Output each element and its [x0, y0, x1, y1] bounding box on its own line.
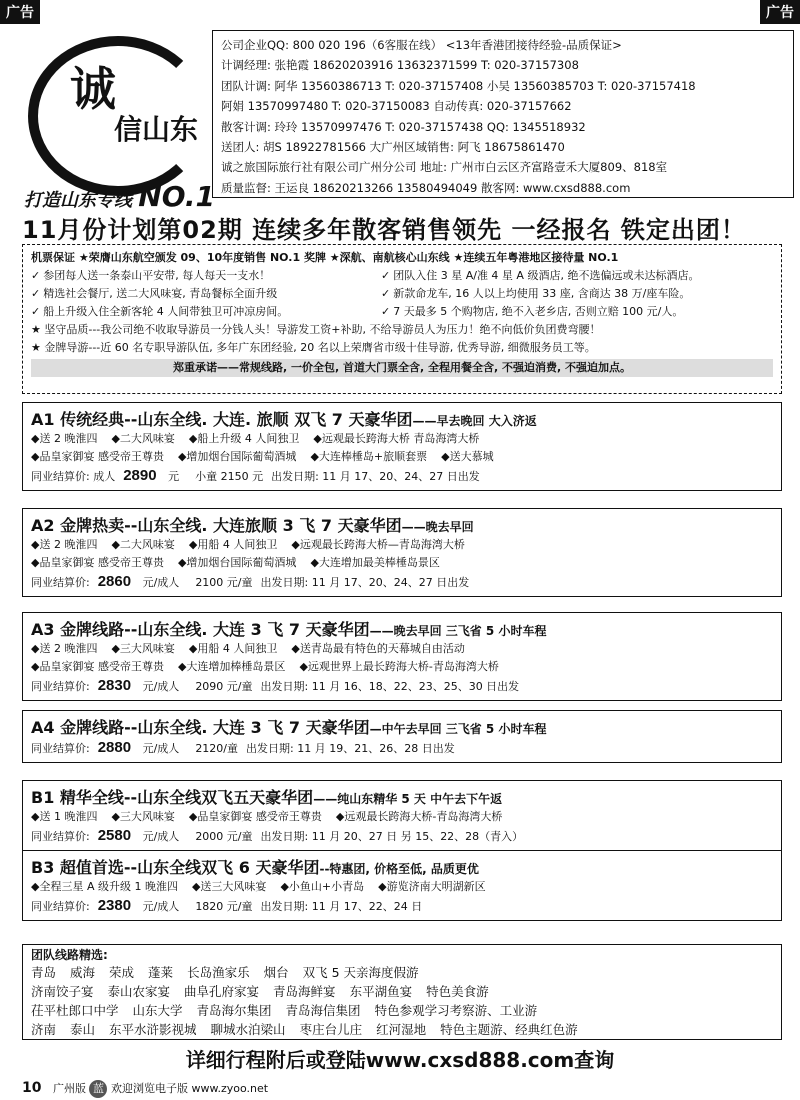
tour-title-main: A2 金牌热卖--山东全线. 大连旅顺 3 飞 7 天豪华团	[31, 516, 402, 535]
group-route-item: 枣庄台儿庄	[299, 1022, 363, 1037]
tour-features	[31, 554, 773, 572]
contact-box	[212, 30, 794, 198]
group-route-row	[31, 963, 773, 982]
page-number: 10	[22, 1080, 42, 1096]
tour-features	[31, 640, 773, 658]
tour-feature: ◆大连棒棰岛+旅顺套票	[310, 450, 428, 463]
tour-feature: ◆品皇家御宴 感受帝王尊贵	[31, 556, 164, 569]
check-text: 新款命龙车, 16 人以上均使用 33 座, 含商达 38 万/座车险。	[393, 287, 691, 300]
tour-title-sub: ——纯山东精华 5 天 中午去下午返	[313, 792, 503, 806]
tour-feature: ◆送大慕城	[441, 450, 494, 463]
contact-row: 散客计调: 玲玲 13570997476 T: 020-37157438 QQ: 1345518932	[221, 119, 586, 134]
logo-brand: 诚	[70, 62, 116, 116]
promise-line: 郑重承诺——常规线路, 一价全包, 首道大门票全含, 全程用餐全含, 不强迫消费, 不强迫加点。	[31, 359, 773, 377]
child-price: 2100 元/童	[195, 576, 253, 589]
notice-line: 机票保证 ★荣膺山东航空颁发 09、10年度销售 NO.1 奖牌 ★深航、南航核心山东线 ★连续五年粤港地区接待量 NO.1	[31, 251, 619, 264]
departure-dates: 出发日期: 11 月 20、27 日 另 15、22、28（青入）	[260, 830, 524, 843]
group-route-row	[31, 982, 773, 1001]
company-logo	[18, 30, 216, 213]
tour-features	[31, 808, 773, 826]
tour-title	[31, 785, 773, 808]
check-text: 参团每人送一条泰山平安带, 每人每天一支水！	[43, 269, 271, 282]
tour-box	[22, 612, 782, 701]
tour-price	[31, 826, 773, 846]
tour-title-sub: ——早去晚回 大入济返	[412, 414, 537, 428]
tour-features	[31, 878, 773, 896]
tour-feature: ◆船上升级 4 人间独卫	[188, 432, 300, 445]
adult-price	[97, 739, 188, 756]
check-icon: ✓	[381, 287, 391, 300]
tour-feature: ◆送 2 晚淮四	[31, 642, 98, 655]
tour-price	[31, 572, 773, 592]
adult-price-value: 2880	[97, 739, 132, 756]
group-route-item: 特色参观学习考察游、工业游	[374, 1003, 538, 1018]
group-route-item: 特色美食游	[426, 984, 489, 999]
tour-feature: ◆远观最长跨海大桥 青岛海湾大桥	[313, 432, 480, 445]
notice-line: ★ 坚守品质---我公司绝不收取导游员一分钱人头！导游发工资+补助, 不给导游员人为压力！绝不向低价负团费弯腰！	[31, 323, 601, 336]
edition-label: 广州版	[52, 1082, 86, 1095]
tour-features	[31, 430, 773, 448]
child-price: 1820 元/童	[195, 900, 253, 913]
contact-row: 团队计调: 阿华 13560386713 T: 020-37157408 小吴 13560385703 T: 020-37157418	[221, 78, 696, 93]
adult-price-value: 2860	[97, 573, 132, 590]
tour-box	[22, 508, 782, 597]
adult-price-unit: 元/成人	[142, 680, 180, 693]
tour-title-main: A4 金牌线路--山东全线. 大连 3 飞 7 天豪华团	[31, 718, 370, 737]
group-route-item: 青岛海尔集团	[196, 1003, 272, 1018]
tour-feature: ◆三大风味宴	[111, 642, 175, 655]
tour-price	[31, 676, 773, 696]
adult-price-value: 2380	[97, 897, 132, 914]
group-route-item: 曲阜孔府家宴	[184, 984, 260, 999]
group-route-item: 特色主题游、经典红色游	[440, 1022, 578, 1037]
child-price: 2090 元/童	[195, 680, 253, 693]
adult-price-value: 2890	[123, 467, 157, 484]
adult-price-unit: 元/成人	[142, 900, 180, 913]
tour-title-sub: ——晚去早回	[401, 520, 474, 534]
notice-check-row	[31, 267, 773, 285]
tour-feature: ◆三大风味宴	[111, 810, 175, 823]
adult-price	[97, 677, 188, 694]
adult-price	[97, 827, 188, 844]
adult-price-value: 2830	[97, 677, 132, 694]
contact-row: 计调经理: 张艳霞 18620203916 13632371599 T: 020-37157308	[221, 58, 579, 73]
group-route-item: 聊城水泊梁山	[210, 1022, 286, 1037]
tour-price	[31, 896, 773, 916]
price-label: 同业结算价:	[31, 742, 90, 755]
tour-box	[22, 780, 782, 851]
group-route-item: 青岛海信集团	[285, 1003, 361, 1018]
tour-feature: ◆品皇家御宴 感受帝王尊贵	[31, 660, 164, 673]
group-routes-box	[22, 944, 782, 1040]
check-icon: ✓	[381, 269, 391, 282]
group-route-item: 济南	[31, 1022, 57, 1037]
tour-features	[31, 536, 773, 554]
tour-title	[31, 855, 773, 878]
check-icon: ✓	[31, 287, 41, 300]
bottom-bar	[22, 1080, 268, 1098]
tour-feature: ◆远观最长跨海大桥—青岛海湾大桥	[291, 538, 465, 551]
group-route-item: 泰山农家宴	[107, 984, 171, 999]
adult-price-unit: 元/成人	[142, 576, 180, 589]
adult-price-unit: 元	[168, 470, 180, 483]
group-route-item: 泰山	[70, 1022, 96, 1037]
check-text: 精选社会餐厅, 送二大风味宴, 青岛餐标全面升级	[43, 287, 278, 300]
group-route-item: 东平水浒影视城	[109, 1022, 197, 1037]
notice-check-row	[31, 285, 773, 303]
group-route-row	[31, 1020, 773, 1039]
tour-title-sub: —中午去早回 三飞省 5 小时车程	[369, 722, 547, 736]
edition-badge: 蓝	[89, 1080, 107, 1098]
group-route-row	[31, 1001, 773, 1020]
check-icon: ✓	[31, 269, 41, 282]
child-price: 2120/童	[195, 742, 239, 755]
departure-dates: 出发日期: 11 月 17、20、24、27 日出发	[260, 576, 470, 589]
adult-price-unit: 元/成人	[142, 830, 180, 843]
tour-price	[31, 738, 773, 758]
tour-feature: ◆游览济南大明湖新区	[378, 880, 486, 893]
group-routes-title: 团队线路精选:	[31, 948, 108, 962]
tour-feature: ◆品皇家御宴 感受帝王尊贵	[31, 450, 164, 463]
group-route-item: 茌平杜郎口中学	[31, 1003, 119, 1018]
tour-feature: ◆大连增加最美棒棰岛景区	[310, 556, 440, 569]
tour-box	[22, 710, 782, 763]
check-item	[381, 285, 731, 303]
tour-feature: ◆二大风味宴	[111, 432, 175, 445]
tour-title	[31, 617, 773, 640]
tour-title-sub: --特惠团, 价格至低, 品质更优	[319, 862, 479, 876]
group-route-item: 双飞 5 天亲海度假游	[302, 965, 419, 980]
departure-dates: 出发日期: 11 月 17、22、24 日	[260, 900, 423, 913]
departure-dates: 出发日期: 11 月 17、20、24、27 日出发	[271, 470, 480, 483]
price-label: 同业结算价:	[31, 680, 90, 693]
ad-label-left: 广告	[0, 0, 40, 24]
tour-title	[31, 513, 773, 536]
check-icon: ✓	[381, 305, 391, 318]
tour-feature: ◆送 2 晚淮四	[31, 538, 98, 551]
tour-feature: ◆小鱼山+小青岛	[280, 880, 365, 893]
tour-feature: ◆增加烟台国际葡萄酒城	[177, 450, 297, 463]
tour-feature: ◆送三大风味宴	[191, 880, 267, 893]
contact-row: 公司企业QQ: 800 020 196（6客服在线） <13年香港团接待经验-品质保证>	[221, 38, 622, 52]
tour-feature: ◆用船 4 人间独卫	[188, 538, 278, 551]
tour-box	[22, 402, 782, 491]
group-route-item: 济南饺子宴	[31, 984, 94, 999]
group-route-item: 荣成	[109, 965, 135, 980]
tour-feature: ◆二大风味宴	[111, 538, 175, 551]
check-text: 7 天最多 5 个购物店, 绝不入老乡店, 否则立赔 100 元/人。	[393, 305, 684, 318]
price-label: 同业结算价:	[31, 900, 90, 913]
tour-title-main: B1 精华全线--山东全线双飞五天豪华团	[31, 788, 314, 807]
contact-row: 阿娟 13570997480 T: 020-37150083 自动传真: 020-37157662	[221, 99, 572, 114]
price-label: 同业结算价:	[31, 830, 90, 843]
check-item	[381, 267, 731, 285]
contact-row: 诚之旅国际旅行社有限公司广州分公司 地址: 广州市白云区齐富路壹禾大厦809、818室	[221, 160, 668, 175]
tour-title-main: A3 金牌线路--山东全线. 大连 3 飞 7 天豪华团	[31, 620, 370, 639]
adult-price	[123, 467, 187, 484]
group-route-item: 红河湿地	[376, 1022, 427, 1037]
tour-title-main: B3 超值首选--山东全线双飞 6 天豪华团	[31, 858, 320, 877]
tour-features	[31, 658, 773, 676]
group-route-item: 东平湖鱼宴	[349, 984, 413, 999]
check-item	[31, 267, 381, 285]
group-route-item: 烟台	[263, 965, 289, 980]
tour-box	[22, 850, 782, 921]
website-text[interactable]: 欢迎浏览电子版 www.zyoo.net	[110, 1082, 269, 1095]
logo-slogan: 打造山东专线 NO.1	[24, 180, 216, 213]
child-price: 2000 元/童	[195, 830, 253, 843]
price-label: 同业结算价: 成人	[31, 470, 116, 483]
group-route-item: 蓬莱	[148, 965, 174, 980]
tour-feature: ◆送青岛最有特色的天幕城自由活动	[291, 642, 465, 655]
child-price: 小童 2150 元	[195, 470, 264, 483]
group-route-item: 青岛	[31, 965, 57, 980]
price-label: 同业结算价:	[31, 576, 90, 589]
tour-feature: ◆用船 4 人间独卫	[188, 642, 278, 655]
adult-price	[97, 573, 188, 590]
check-text: 团队入住 3 星 A/准 4 星 A 级酒店, 绝不选偏远或未达标酒店。	[393, 269, 700, 282]
group-route-item: 青岛海鲜宴	[273, 984, 336, 999]
contact-row: 质量监督: 王运良 18620213266 13580494049 散客网: www.cxsd888.com	[221, 180, 631, 195]
tour-title	[31, 407, 773, 430]
tour-feature: ◆全程三星 A 级升级 1 晚淮四	[31, 880, 178, 893]
logo-brand-sub: 信山东	[114, 113, 199, 146]
notice-box	[22, 244, 782, 394]
check-text: 船上升级入住全新客轮 4 人间带独卫可冲凉房间。	[43, 305, 289, 318]
tour-feature: ◆品皇家御宴 感受帝王尊贵	[188, 810, 322, 823]
notice-check-row	[31, 303, 773, 321]
tour-feature: ◆增加烟台国际葡萄酒城	[177, 556, 297, 569]
tour-feature: ◆远观世界上最长跨海大桥-青岛海湾大桥	[299, 660, 499, 673]
headline: 11月份计划第02期 连续多年散客销售领先 一经报名 铁定出团！	[22, 216, 746, 244]
tour-feature: ◆送 1 晚淮四	[31, 810, 98, 823]
adult-price-value: 2580	[97, 827, 132, 844]
tour-feature: ◆送 2 晚淮四	[31, 432, 98, 445]
check-item	[381, 303, 731, 321]
check-icon: ✓	[31, 305, 41, 318]
group-route-item: 山东大学	[132, 1003, 183, 1018]
tour-title	[31, 715, 773, 738]
tour-features	[31, 448, 773, 466]
footer-cta: 详细行程附后或登陆www.cxsd888.com查询	[185, 1048, 615, 1072]
check-item	[31, 285, 381, 303]
tour-feature: ◆大连增加棒棰岛景区	[177, 660, 286, 673]
group-route-item: 长岛渔家乐	[187, 965, 250, 980]
check-item	[31, 303, 381, 321]
group-route-item: 威海	[70, 965, 96, 980]
departure-dates: 出发日期: 11 月 19、21、26、28 日出发	[246, 742, 455, 755]
tour-price	[31, 466, 773, 486]
contact-row: 送团人: 胡S 18922781566 大广州区域销售: 阿飞 18675861470	[221, 139, 565, 154]
adult-price-unit: 元/成人	[142, 742, 180, 755]
notice-line: ★ 金牌导游---近 60 名专职导游队伍, 多年广东团经验, 20 名以上荣膺省市级十佳导游, 优秀导游, 细微服务员工等。	[31, 341, 596, 354]
adult-price	[97, 897, 188, 914]
tour-title-sub: ——晚去早回 三飞省 5 小时车程	[369, 624, 547, 638]
ad-label-right: 广告	[760, 0, 800, 24]
tour-title-main: A1 传统经典--山东全线. 大连. 旅顺 双飞 7 天豪华团	[31, 410, 413, 429]
tour-feature: ◆远观最长跨海大桥-青岛海湾大桥	[335, 810, 503, 823]
departure-dates: 出发日期: 11 月 16、18、22、23、25、30 日出发	[260, 680, 520, 693]
